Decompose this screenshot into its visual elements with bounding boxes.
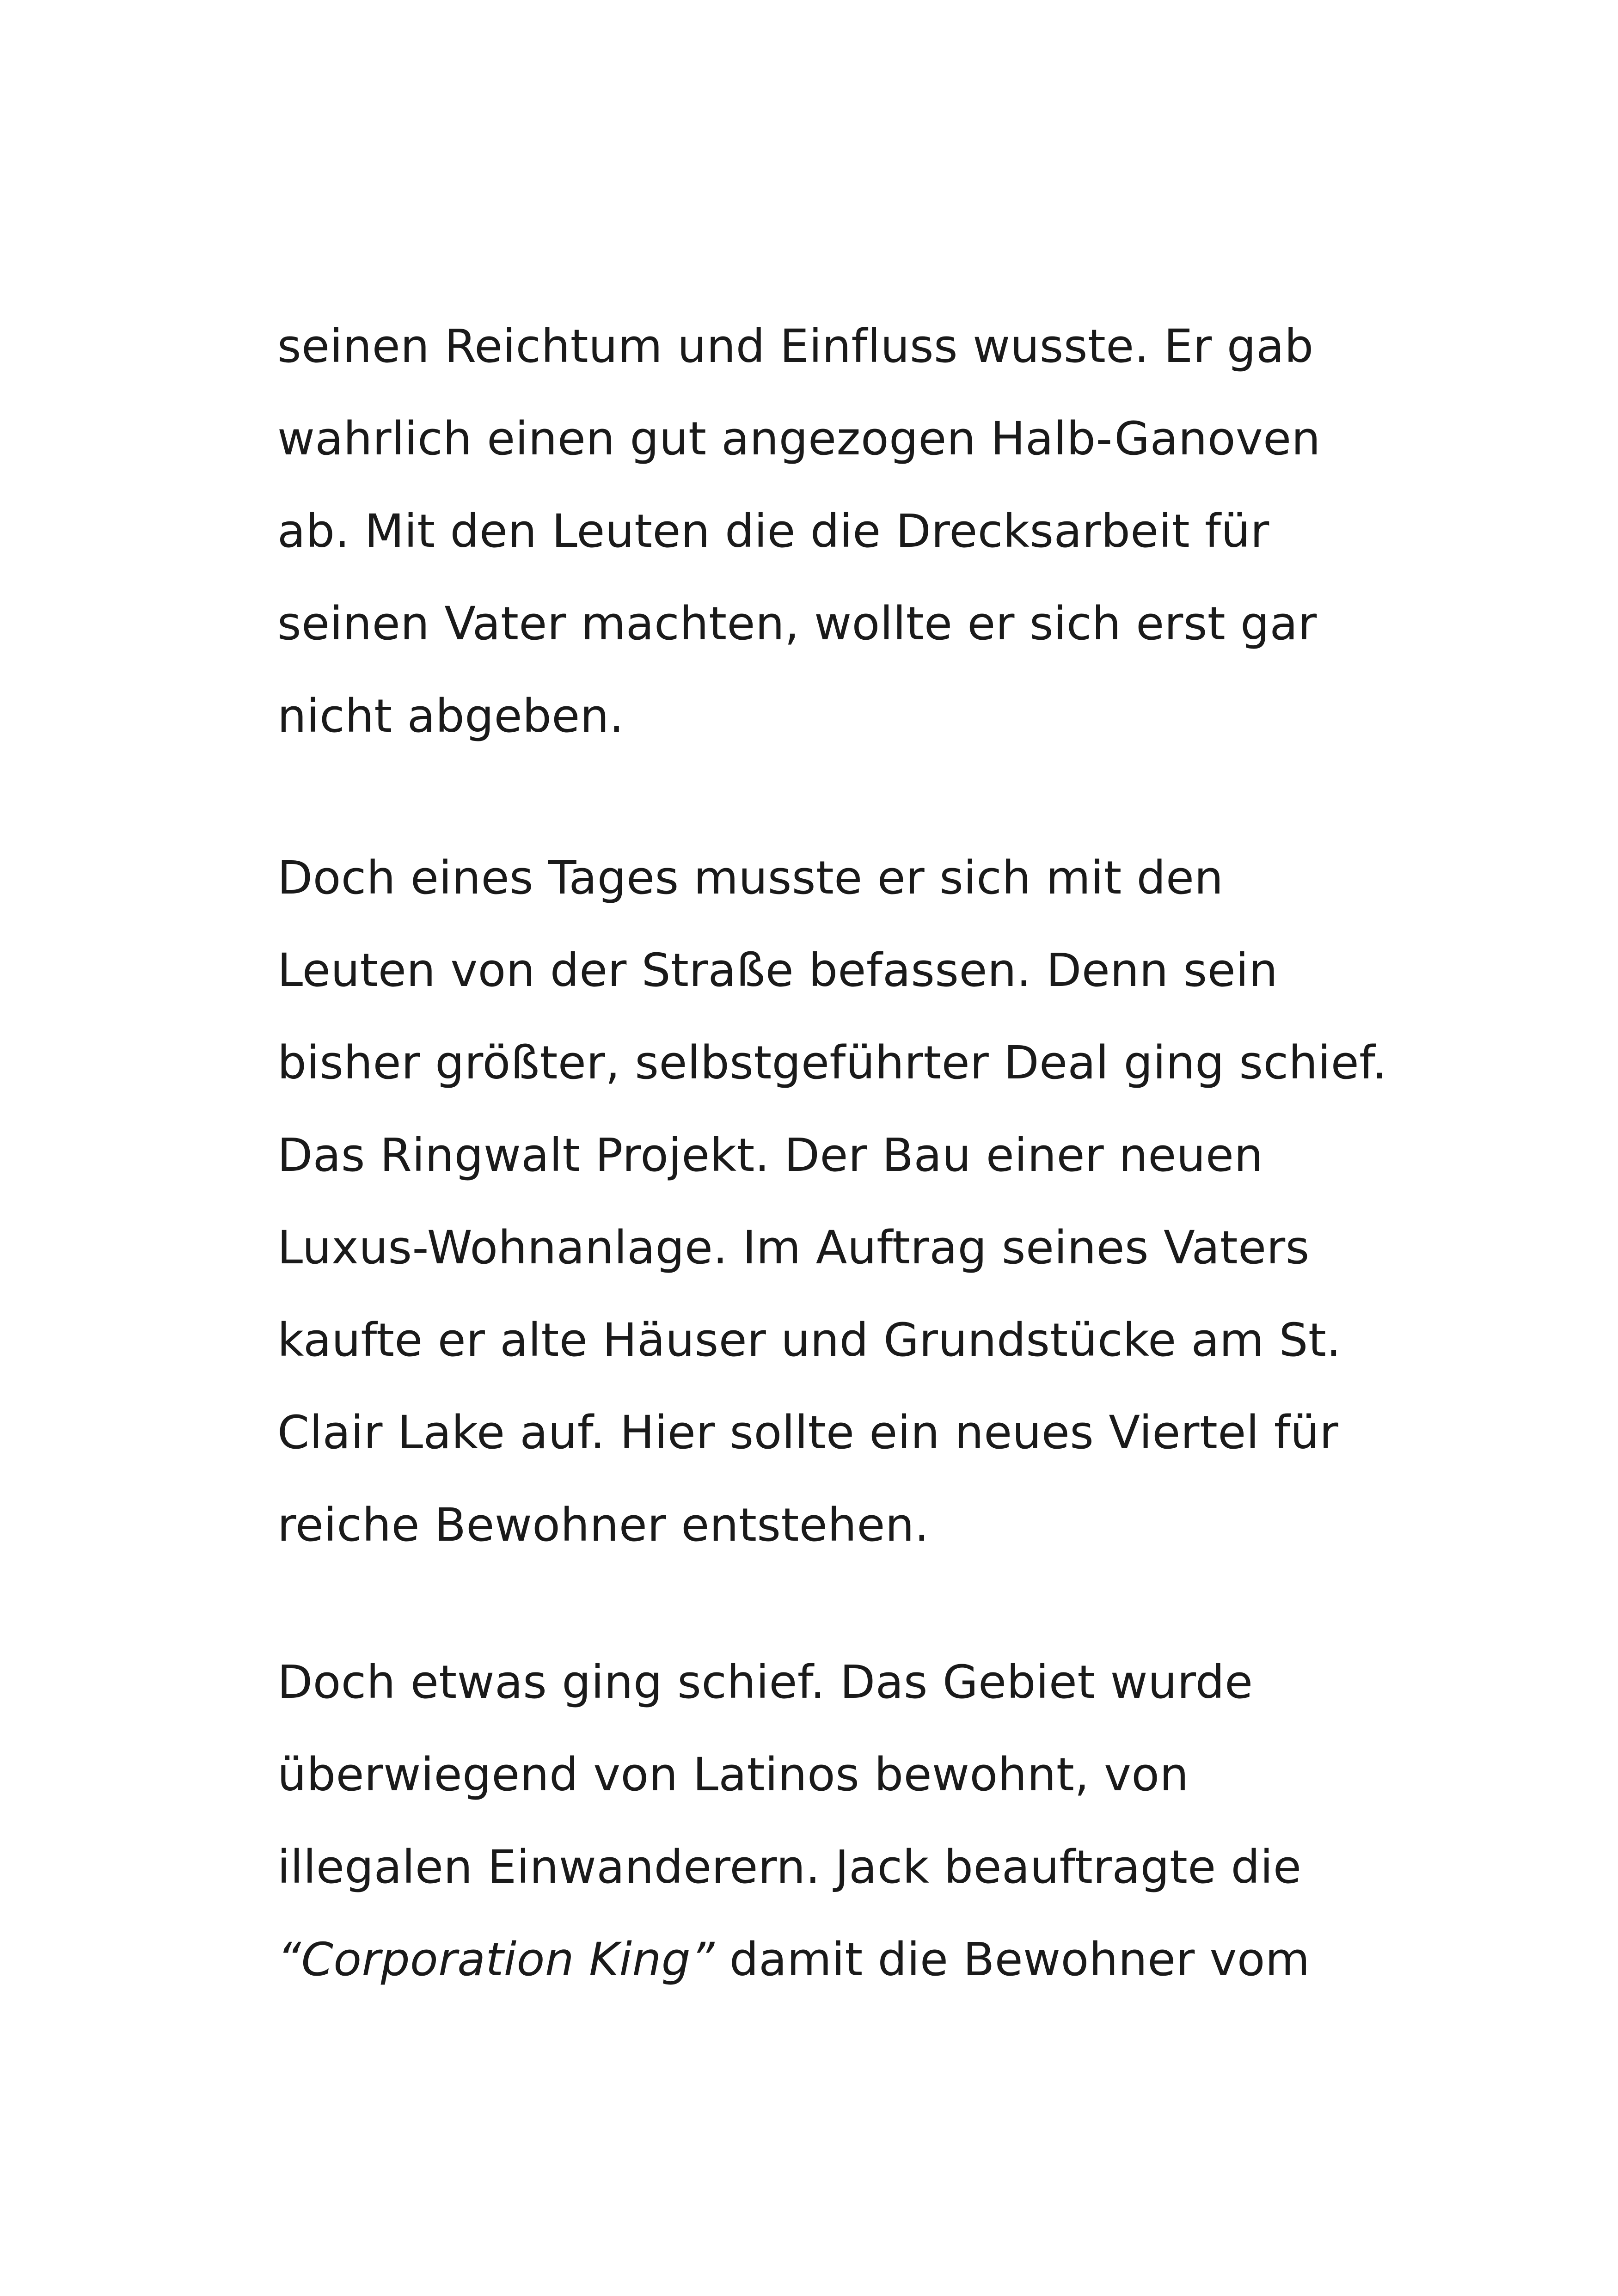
paragraph-2-line-6: kaufte er alte Häuser und Grundstücke am St. [277, 1314, 1342, 1367]
paragraph-3-line-3: illegalen Einwanderern. Jack beauftragte die [277, 1841, 1302, 1894]
paragraph-2-line-1: Doch eines Tages musste er sich mit den [277, 851, 1224, 905]
line-rest: damit die Bewohner vom [714, 1933, 1310, 1986]
paragraph-2-line-8: reiche Bewohner entstehen. [277, 1499, 930, 1552]
paragraph-1-line-1: seinen Reichtum und Einfluss wusste. Er gab [277, 320, 1314, 373]
paragraph-1-line-4: seinen Vater machten, wollte er sich erst gar [277, 597, 1317, 650]
paragraph-3-line-1: Doch etwas ging schief. Das Gebiet wurde [277, 1656, 1253, 1709]
paragraph-2-line-3: bisher größter, selbstgeführter Deal ging schief. [277, 1036, 1387, 1090]
open-quote: “ [277, 1933, 301, 1986]
italic-company-name: Corporation King [301, 1933, 691, 1986]
paragraph-3-line-4 [277, 1933, 1310, 1986]
paragraph-2-line-4: Das Ringwalt Projekt. Der Bau einer neuen [277, 1129, 1263, 1182]
paragraph-1-line-5: nicht abgeben. [277, 690, 624, 743]
paragraph-1-line-2: wahrlich einen gut angezogen Halb-Ganoven [277, 412, 1321, 465]
paragraph-2-line-5: Luxus-Wohnanlage. Im Auftrag seines Vaters [277, 1221, 1310, 1274]
paragraph-2-line-7: Clair Lake auf. Hier sollte ein neues Viertel für [277, 1406, 1339, 1459]
close-quote: ” [691, 1933, 715, 1986]
paragraph-3-line-2: überwiegend von Latinos bewohnt, von [277, 1748, 1189, 1801]
paragraph-1-line-3: ab. Mit den Leuten die die Drecksarbeit für [277, 505, 1269, 558]
paragraph-2-line-2: Leuten von der Straße befassen. Denn sein [277, 944, 1278, 997]
